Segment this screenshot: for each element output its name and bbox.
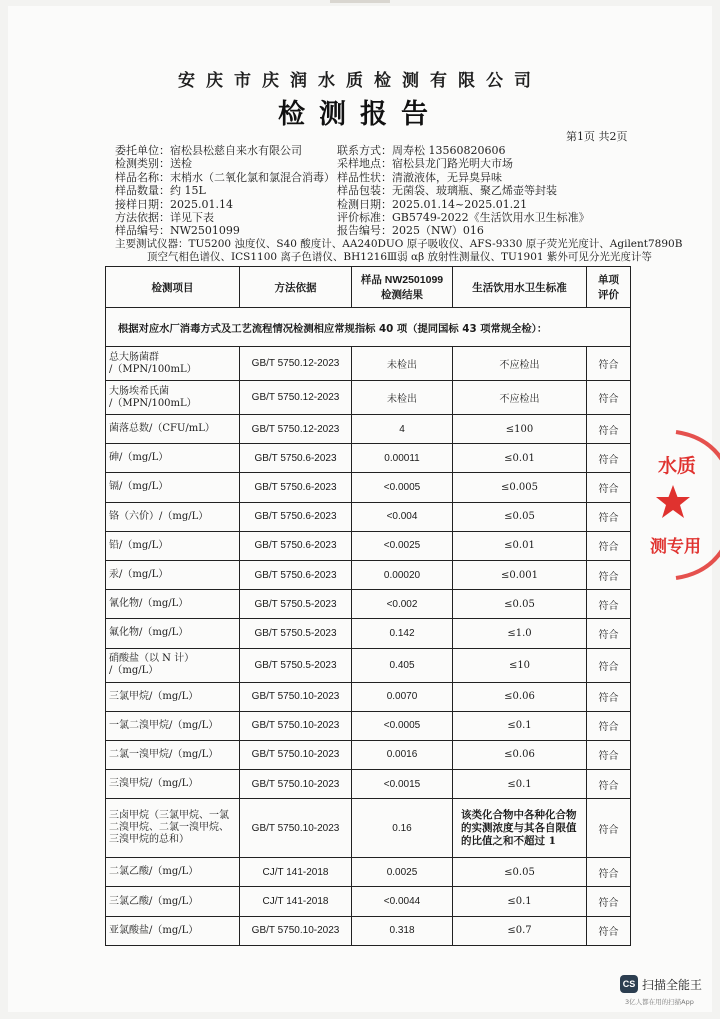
- meta-value: 2025（NW）016: [392, 224, 484, 238]
- meta-value: 宿松县龙门路光明大市场: [392, 157, 513, 171]
- table-row: [106, 858, 631, 887]
- meta-row: [115, 157, 345, 170]
- top-scan-mark: [330, 0, 390, 3]
- meta-label: 接样日期：: [115, 197, 170, 211]
- table-note: 根据对应水厂消毒方式及工艺流程情况检测相应常规指标 40 项（提同国标 43 项常规全检）：: [106, 308, 631, 347]
- meta-left-column: [115, 144, 345, 238]
- table-row: [106, 531, 631, 560]
- cell-item: 菌落总数/（CFU/mL）: [106, 415, 240, 444]
- cell-method: GB/T 5750.6-2023: [240, 531, 352, 560]
- cell-evaluation: 符合: [587, 799, 631, 858]
- cell-evaluation: 符合: [587, 858, 631, 887]
- table-header-row: [106, 267, 631, 308]
- meta-value: 约 15L: [170, 184, 206, 198]
- seal-star-icon: [656, 485, 690, 518]
- cell-item: 三卤甲烷（三氯甲烷、一氯 二溴甲烷、二氯一溴甲烷、 三溴甲烷的总和）: [106, 799, 240, 858]
- cell-standard: ≤100: [453, 415, 587, 444]
- cell-item: 氰化物/（mg/L）: [106, 590, 240, 619]
- meta-value: 2025.01.14~2025.01.21: [392, 197, 528, 211]
- cell-result: 未检出: [352, 347, 453, 381]
- cell-method: GB/T 5750.10-2023: [240, 799, 352, 858]
- table-row: [106, 711, 631, 740]
- cell-standard: ≤0.06: [453, 740, 587, 769]
- results-table: [105, 266, 631, 946]
- cell-evaluation: 符合: [587, 502, 631, 531]
- page-number: 第1页 共2页: [566, 130, 628, 143]
- table-row: [106, 887, 631, 916]
- cell-result: 0.318: [352, 916, 453, 945]
- cell-standard: ≤10: [453, 648, 587, 682]
- table-row: [106, 415, 631, 444]
- cell-result: 未检出: [352, 381, 453, 415]
- meta-label: 样品数量：: [115, 184, 170, 198]
- cell-method: GB/T 5750.10-2023: [240, 770, 352, 799]
- meta-value: NW2501099: [170, 224, 240, 238]
- cell-result: <0.0025: [352, 531, 453, 560]
- cell-evaluation: 符合: [587, 560, 631, 589]
- cell-method: GB/T 5750.10-2023: [240, 711, 352, 740]
- table-row: [106, 381, 631, 415]
- cell-evaluation: 符合: [587, 473, 631, 502]
- meta-value: 详见下表: [170, 210, 214, 224]
- report-title: 检测报告: [278, 99, 442, 130]
- cell-evaluation: 符合: [587, 619, 631, 648]
- cell-evaluation: 符合: [587, 415, 631, 444]
- meta-value: 2025.01.14: [170, 197, 233, 211]
- cell-result: 0.00011: [352, 444, 453, 473]
- cell-method: GB/T 5750.10-2023: [240, 916, 352, 945]
- table-row: [106, 560, 631, 589]
- cell-item: 三氯乙酸/（mg/L）: [106, 887, 240, 916]
- meta-row: [115, 198, 345, 211]
- cell-method: GB/T 5750.6-2023: [240, 502, 352, 531]
- meta-label: 报告编号：: [337, 224, 392, 238]
- cell-item: 三溴甲烷/（mg/L）: [106, 770, 240, 799]
- cell-result: 4: [352, 415, 453, 444]
- cell-item: 大肠埃希氏菌 /（MPN/100mL）: [106, 381, 240, 415]
- cell-evaluation: 符合: [587, 770, 631, 799]
- meta-row: [337, 211, 637, 224]
- cell-standard: ≤0.1: [453, 770, 587, 799]
- meta-row: [337, 224, 637, 237]
- watermark-tagline: 3亿人都在用的扫描App: [625, 998, 694, 1006]
- cell-standard: ≤0.06: [453, 682, 587, 711]
- cell-result: 0.16: [352, 799, 453, 858]
- instruments-line-2: 顶空气相色谱仪、ICS1100 离子色谱仪、BH1216Ⅲ弱 αβ 放射性测量仪、TU1901 紫外可见分光光度计等: [147, 251, 652, 263]
- table-row: [106, 648, 631, 682]
- meta-value: 周寿松 13560820606: [392, 144, 506, 157]
- cell-standard: ≤0.05: [453, 502, 587, 531]
- cell-evaluation: 符合: [587, 682, 631, 711]
- cell-standard: ≤0.01: [453, 444, 587, 473]
- cell-evaluation: 符合: [587, 740, 631, 769]
- meta-label: 联系方式：: [337, 144, 392, 157]
- cell-method: GB/T 5750.6-2023: [240, 444, 352, 473]
- cell-evaluation: 符合: [587, 347, 631, 381]
- cell-standard: ≤0.1: [453, 887, 587, 916]
- cell-result: 0.0070: [352, 682, 453, 711]
- cell-method: GB/T 5750.10-2023: [240, 682, 352, 711]
- cell-item: 二氯乙酸/（mg/L）: [106, 858, 240, 887]
- table-row: [106, 619, 631, 648]
- meta-row: [115, 171, 345, 184]
- cell-method: CJ/T 141-2018: [240, 887, 352, 916]
- cell-standard: ≤0.001: [453, 560, 587, 589]
- cell-item: 砷/（mg/L）: [106, 444, 240, 473]
- cell-result: <0.002: [352, 590, 453, 619]
- seal-text-top: 水质: [658, 455, 697, 477]
- cell-standard: ≤0.05: [453, 858, 587, 887]
- header-item: 检测项目: [106, 267, 240, 308]
- table-row: [106, 502, 631, 531]
- company-name: 安庆市庆润水质检测有限公司: [178, 71, 542, 91]
- cell-method: GB/T 5750.6-2023: [240, 560, 352, 589]
- meta-row: [337, 144, 637, 157]
- meta-label: 委托单位：: [115, 144, 170, 157]
- meta-label: 检测类别：: [115, 157, 170, 171]
- meta-label: 样品编号：: [115, 224, 170, 238]
- cell-item: 汞/（mg/L）: [106, 560, 240, 589]
- table-row: [106, 590, 631, 619]
- watermark-name: 扫描全能王: [642, 978, 703, 992]
- cell-evaluation: 符合: [587, 648, 631, 682]
- meta-row: [115, 224, 345, 237]
- meta-row: [337, 171, 637, 184]
- scanner-watermark: [620, 975, 716, 1009]
- table-row: [106, 770, 631, 799]
- cell-evaluation: 符合: [587, 531, 631, 560]
- meta-label: 评价标准：: [337, 210, 392, 224]
- cell-method: GB/T 5750.6-2023: [240, 473, 352, 502]
- cell-result: <0.0005: [352, 711, 453, 740]
- cell-result: 0.142: [352, 619, 453, 648]
- cell-method: GB/T 5750.10-2023: [240, 740, 352, 769]
- cell-standard: 不应检出: [453, 347, 587, 381]
- cell-standard: ≤0.1: [453, 711, 587, 740]
- cell-method: GB/T 5750.12-2023: [240, 347, 352, 381]
- cell-standard: ≤0.01: [453, 531, 587, 560]
- meta-row: [115, 211, 345, 224]
- meta-row: [115, 184, 345, 197]
- cell-item: 铬（六价）/（mg/L）: [106, 502, 240, 531]
- cell-standard: ≤0.005: [453, 473, 587, 502]
- cell-item: 亚氯酸盐/（mg/L）: [106, 916, 240, 945]
- cell-result: 0.00020: [352, 560, 453, 589]
- meta-label: 样品包装：: [337, 184, 392, 198]
- cell-result: 0.405: [352, 648, 453, 682]
- meta-value: GB5749-2022《生活饮用水卫生标准》: [392, 210, 590, 224]
- header-standard: 生活饮用水卫生标准: [453, 267, 587, 308]
- cell-evaluation: 符合: [587, 590, 631, 619]
- meta-row: [337, 184, 637, 197]
- cell-item: 二氯一溴甲烷/（mg/L）: [106, 740, 240, 769]
- meta-row: [337, 157, 637, 170]
- meta-label: 采样地点：: [337, 157, 392, 171]
- cell-item: 三氯甲烷/（mg/L）: [106, 682, 240, 711]
- cell-item: 总大肠菌群 /（MPN/100mL）: [106, 347, 240, 381]
- cell-evaluation: 符合: [587, 444, 631, 473]
- meta-value: 送检: [170, 157, 192, 171]
- header-evaluation: 单项 评价: [587, 267, 631, 308]
- meta-row: [115, 144, 345, 157]
- meta-value: 宿松县松慈自来水有限公司: [170, 144, 302, 157]
- meta-value: 末梢水（二氧化氯和氯混合消毒）: [170, 170, 335, 184]
- meta-label: 检测日期：: [337, 197, 392, 211]
- camscanner-logo-icon: CS: [620, 975, 638, 993]
- table-row: [106, 473, 631, 502]
- cell-item: 一氯二溴甲烷/（mg/L）: [106, 711, 240, 740]
- cell-method: CJ/T 141-2018: [240, 858, 352, 887]
- cell-method: GB/T 5750.5-2023: [240, 648, 352, 682]
- table-row: [106, 444, 631, 473]
- cell-result: <0.0005: [352, 473, 453, 502]
- cell-evaluation: 符合: [587, 916, 631, 945]
- instruments-line-1: 主要测试仪器：TU5200 浊度仪、S40 酸度计、AA240DUO 原子吸收仪、AFS-9330 原子荧光光度计、Agilent7890B: [115, 238, 683, 250]
- meta-label: 方法依据：: [115, 210, 170, 224]
- official-seal: [646, 430, 720, 580]
- meta-right-column: [337, 144, 637, 238]
- cell-result: 0.0016: [352, 740, 453, 769]
- table-row: [106, 740, 631, 769]
- table-row: [106, 682, 631, 711]
- meta-value: 无菌袋、玻璃瓶、聚乙烯壶等封装: [392, 184, 557, 198]
- cell-item: 铅/（mg/L）: [106, 531, 240, 560]
- meta-value: 清澈液体，无异臭异味: [392, 170, 502, 184]
- cell-standard: 该类化合物中各种化合物 的实测浓度与其各自限值 的比值之和不超过 1: [453, 799, 587, 858]
- cell-evaluation: 符合: [587, 381, 631, 415]
- cell-method: GB/T 5750.5-2023: [240, 590, 352, 619]
- meta-label: 样品性状：: [337, 170, 392, 184]
- cell-result: <0.004: [352, 502, 453, 531]
- cell-item: 硝酸盐（以 N 计） /（mg/L）: [106, 648, 240, 682]
- cell-method: GB/T 5750.12-2023: [240, 415, 352, 444]
- cell-standard: ≤0.05: [453, 590, 587, 619]
- cell-item: 镉/（mg/L）: [106, 473, 240, 502]
- cell-result: <0.0044: [352, 887, 453, 916]
- table-row: [106, 916, 631, 945]
- cell-standard: ≤0.7: [453, 916, 587, 945]
- cell-result: <0.0015: [352, 770, 453, 799]
- cell-method: GB/T 5750.12-2023: [240, 381, 352, 415]
- header-result: 样品 NW2501099 检测结果: [352, 267, 453, 308]
- cell-standard: 不应检出: [453, 381, 587, 415]
- seal-text-bottom: 测专用: [650, 537, 701, 557]
- table-note-row: [106, 308, 631, 347]
- table-row: [106, 799, 631, 858]
- cell-standard: ≤1.0: [453, 619, 587, 648]
- instruments: [115, 238, 683, 264]
- cell-method: GB/T 5750.5-2023: [240, 619, 352, 648]
- cell-evaluation: 符合: [587, 887, 631, 916]
- header-method: 方法依据: [240, 267, 352, 308]
- cell-result: 0.0025: [352, 858, 453, 887]
- meta-row: [337, 198, 637, 211]
- meta-label: 样品名称：: [115, 170, 170, 184]
- cell-evaluation: 符合: [587, 711, 631, 740]
- cell-item: 氟化物/（mg/L）: [106, 619, 240, 648]
- table-row: [106, 347, 631, 381]
